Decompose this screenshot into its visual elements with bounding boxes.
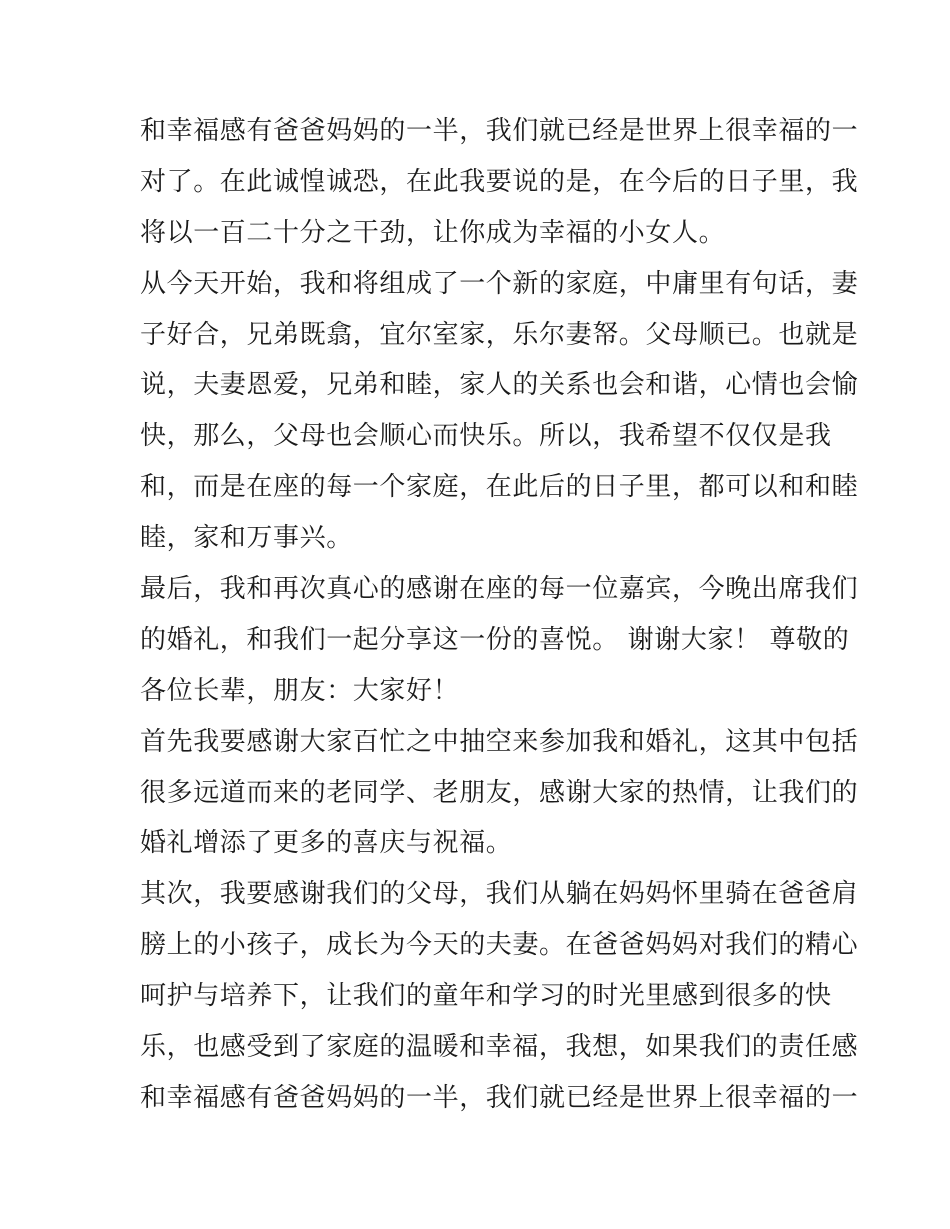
- text-line: 的婚礼，和我们一起分享这一份的喜悦。 谢谢大家！ 尊敬的: [140, 624, 850, 655]
- text-line: 从今天开始，我和将组成了一个新的家庭，中庸里有句话，妻: [140, 268, 859, 299]
- text-line: 呵护与培养下，让我们的童年和学习的时光里感到很多的快: [140, 981, 832, 1012]
- document-body: [140, 106, 859, 1124]
- text-line: 其次，我要感谢我们的父母，我们从躺在妈妈怀里骑在爸爸肩: [140, 879, 859, 910]
- text-line: 乐，也感受到了家庭的温暖和幸福，我想，如果我们的责任感: [140, 1032, 859, 1063]
- text-line: 最后，我和再次真心的感谢在座的每一位嘉宾，今晚出席我们: [140, 574, 859, 605]
- text-line: 和，而是在座的每一个家庭，在此后的日子里，都可以和和睦: [140, 472, 859, 503]
- text-line: 子好合，兄弟既翕，宜尔室家，乐尔妻帑。父母顺已。也就是: [140, 319, 859, 350]
- text-line: 快，那么，父母也会顺心而快乐。所以，我希望不仅仅是我: [140, 421, 832, 452]
- text-line: 各位长辈，朋友：大家好！: [140, 675, 460, 706]
- text-line: 和幸福感有爸爸妈妈的一半，我们就已经是世界上很幸福的一: [140, 116, 859, 146]
- text-line: 对了。在此诚惶诚恐，在此我要说的是，在今后的日子里，我: [140, 166, 859, 197]
- text-line: 说，夫妻恩爱，兄弟和睦，家人的关系也会和谐，心情也会愉: [140, 370, 859, 401]
- text-line: 将以一百二十分之干劲，让你成为幸福的小女人。: [140, 217, 726, 248]
- text-line: 膀上的小孩子，成长为今天的夫妻。在爸爸妈妈对我们的精心: [140, 930, 859, 961]
- text-line: 婚礼增添了更多的喜庆与祝福。: [140, 828, 513, 859]
- text-line: 睦，家和万事兴。: [140, 523, 353, 554]
- text-line: 和幸福感有爸爸妈妈的一半，我们就已经是世界上很幸福的一: [140, 1082, 859, 1113]
- text-line: 很多远道而来的老同学、老朋友，感谢大家的热情，让我们的: [140, 777, 859, 808]
- text-line: 首先我要感谢大家百忙之中抽空来参加我和婚礼，这其中包括: [140, 726, 859, 757]
